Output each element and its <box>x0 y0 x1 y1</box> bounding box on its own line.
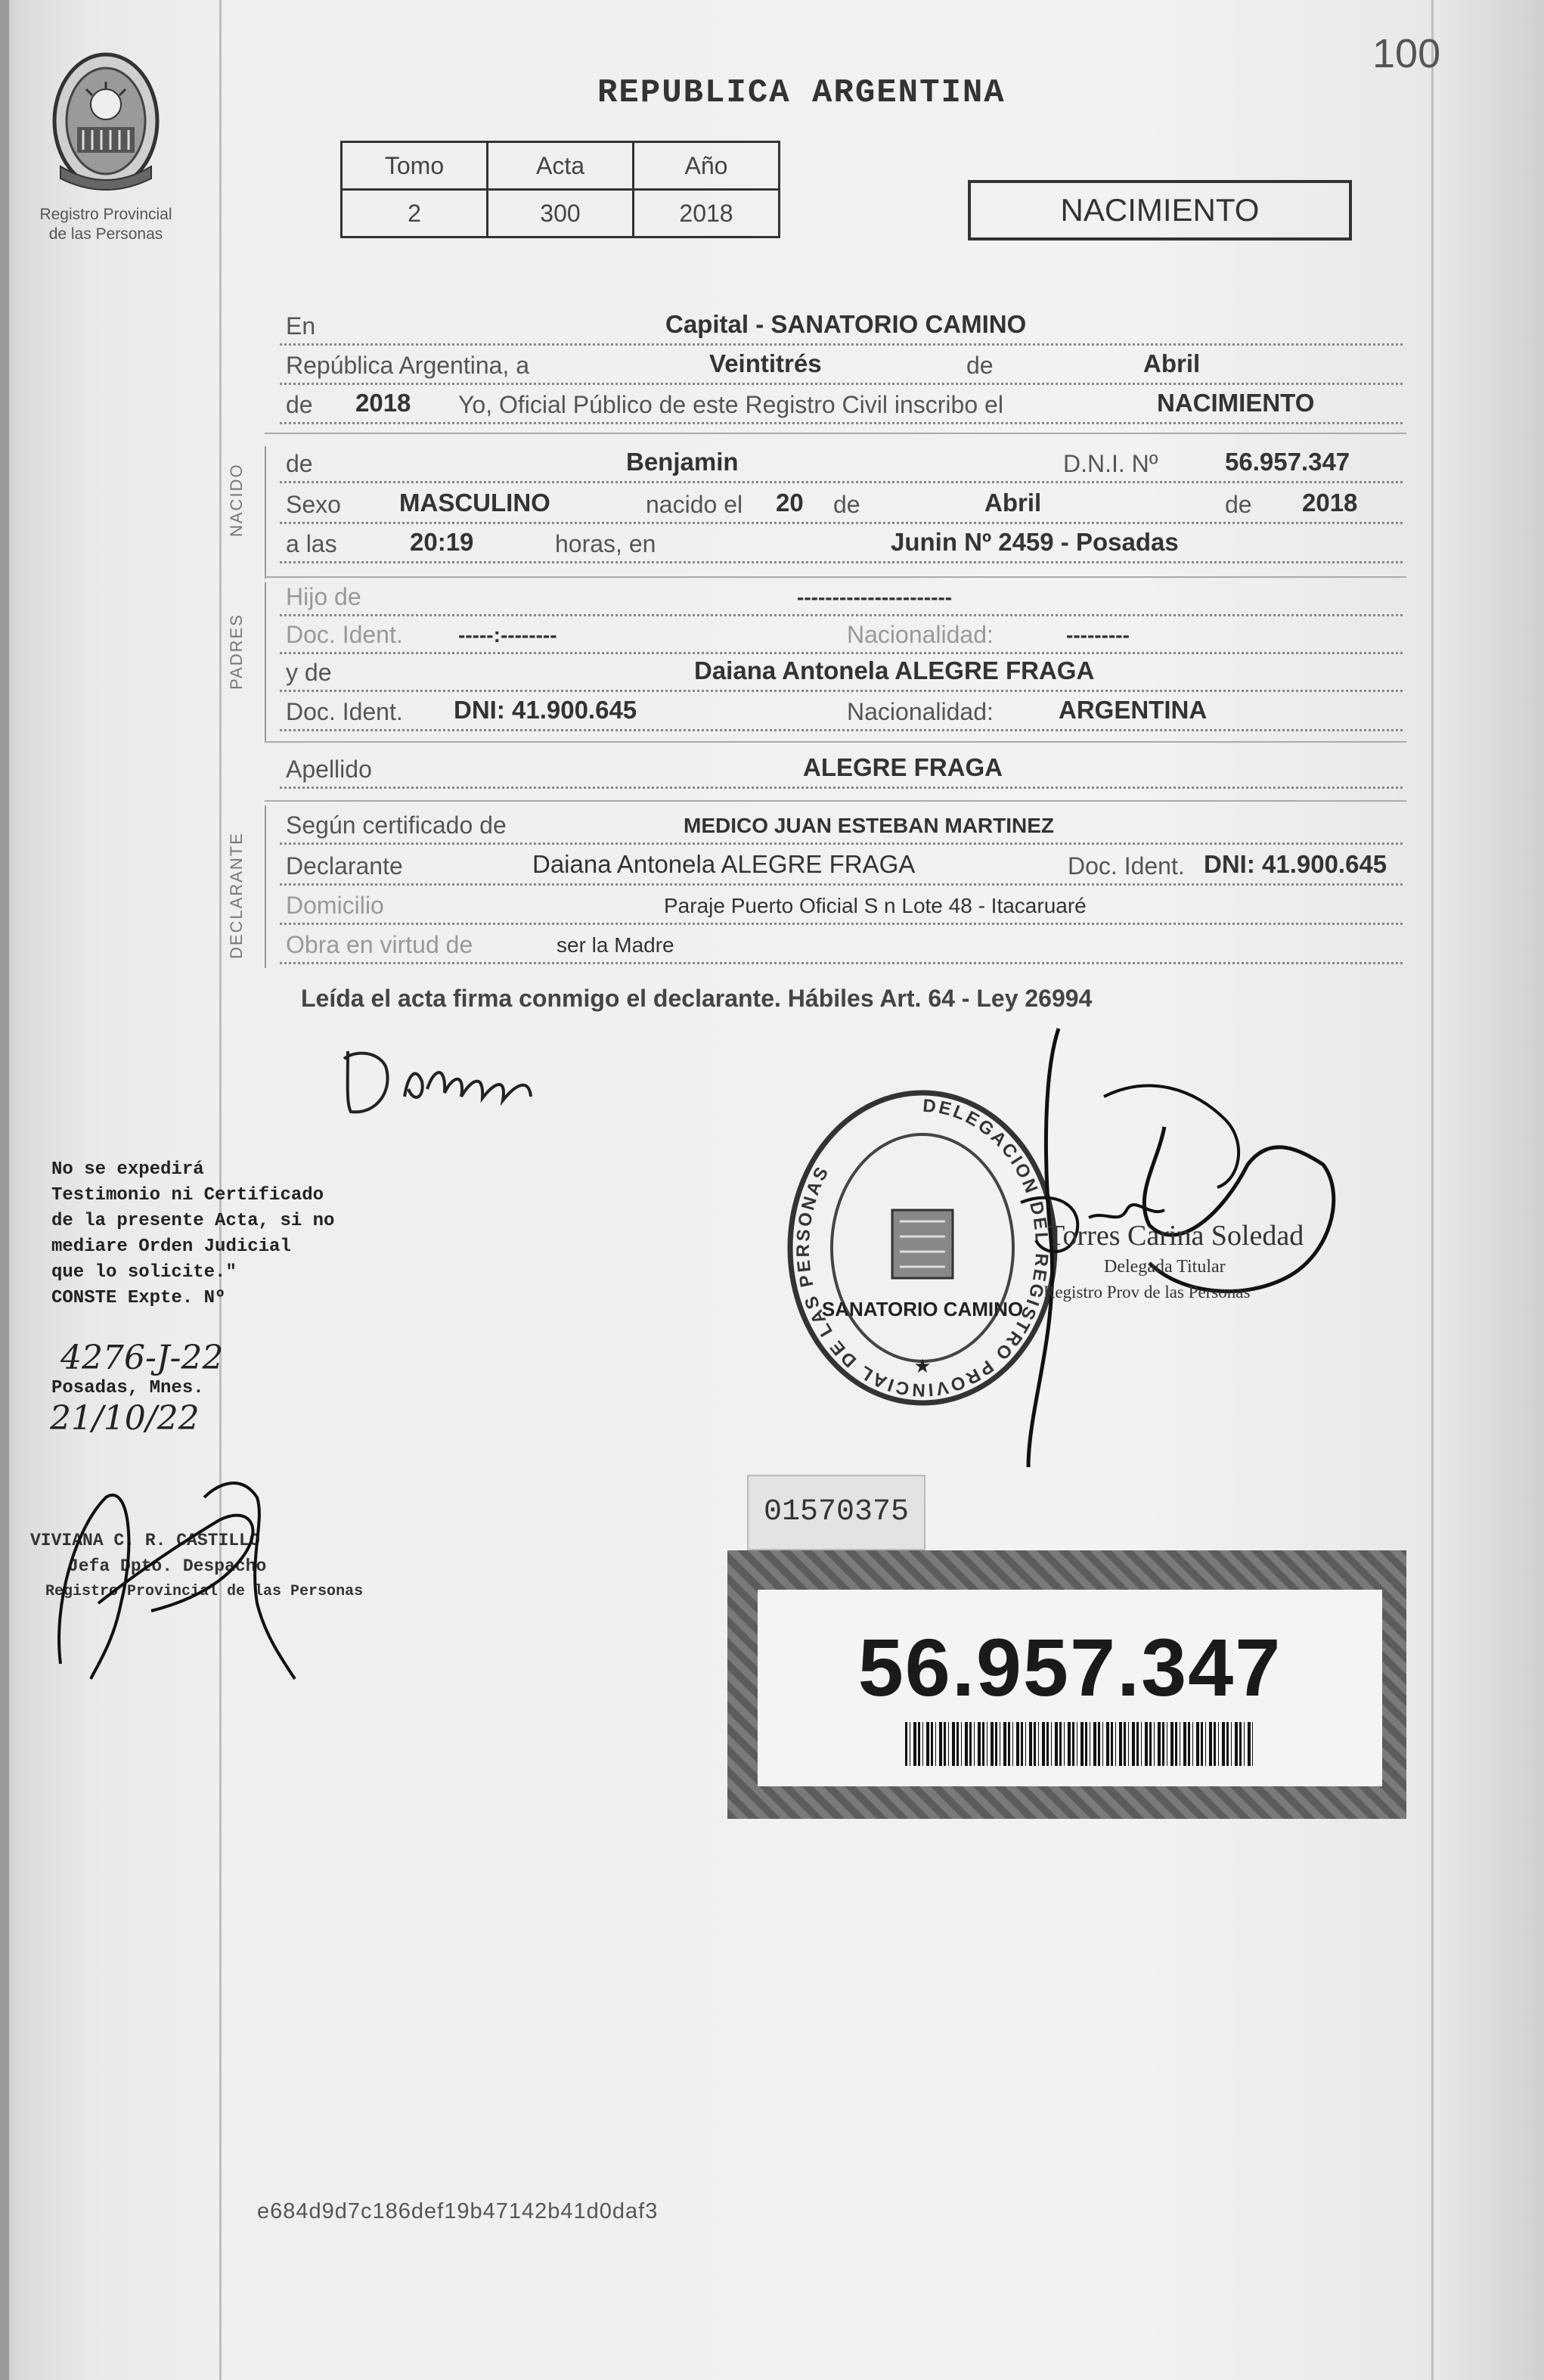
label-doc-ident-declarante: Doc. Ident. <box>1068 852 1185 880</box>
right-margin-rule <box>1431 0 1434 2380</box>
dni-sticker-number: 56.957.347 <box>857 1621 1282 1713</box>
castillo-role: Jefa Dpto. Despacho <box>68 1556 267 1576</box>
value-mes-inscripcion: Abril <box>1143 349 1201 377</box>
value-apellido: ALEGRE FRAGA <box>803 753 1003 781</box>
page-number: 100 <box>1372 31 1441 76</box>
label-republica: República Argentina, a <box>286 352 529 379</box>
field-line-tipo <box>280 389 1403 424</box>
legal-notice-line: mediare Orden Judicial <box>51 1237 291 1257</box>
field-line-padre-doc <box>280 619 1403 654</box>
value-declarante-doc: DNI: 41.900.645 <box>1204 850 1387 878</box>
label-de-mes: de <box>833 491 860 518</box>
separator <box>265 800 1406 802</box>
record-table <box>340 141 780 238</box>
seal-star-icon: ★ <box>913 1355 932 1378</box>
record-table-header: Año <box>634 142 780 190</box>
official-role: Delegada Titular <box>1104 1257 1226 1277</box>
value-lugar-nacimiento: Junin Nº 2459 - Posadas <box>891 528 1179 556</box>
field-line-sexo <box>280 489 1403 524</box>
castillo-signature <box>30 1452 302 1694</box>
field-line-madre-doc <box>280 696 1403 731</box>
logo-caption-line1: Registro Provincial <box>39 206 172 223</box>
value-anio-inscripcion: 2018 <box>355 389 411 417</box>
label-horas-en: horas, en <box>555 530 656 557</box>
value-lugar: Capital - SANATORIO CAMINO <box>665 310 1027 338</box>
label-en: En <box>286 312 316 340</box>
label-a-las: a las <box>286 530 337 557</box>
section-label-padres: PADRES <box>227 613 246 690</box>
expte-number: 4276-J-22 <box>60 1339 224 1377</box>
separator <box>265 741 1406 743</box>
value-dia-nacimiento: 20 <box>776 489 804 517</box>
value-padre-nacionalidad: --------- <box>1066 623 1130 647</box>
value-certificado: MEDICO JUAN ESTEBAN MARTINEZ <box>684 814 1055 837</box>
value-madre-nacionalidad: ARGENTINA <box>1059 696 1208 724</box>
label-de-nombre: de <box>286 450 313 477</box>
record-table-header-row <box>342 142 780 190</box>
field-line-certificado <box>280 809 1403 845</box>
value-anio-nacimiento: 2018 <box>1302 489 1358 517</box>
legal-notice-line: que lo solicite." <box>51 1262 237 1283</box>
value-hora: 20:19 <box>410 528 474 556</box>
label-nacido-el: nacido el <box>646 491 743 518</box>
value-domicilio: Paraje Puerto Oficial S n Lote 48 - Itacaruaré <box>664 894 1087 917</box>
legal-notice-line: CONSTE Expte. Nº <box>51 1288 226 1308</box>
field-line-fecha-inscripcion <box>280 349 1403 385</box>
label-hijo-de: Hijo de <box>286 583 361 610</box>
legal-notice-date: 21/10/22 <box>50 1399 200 1438</box>
field-line-declarante <box>280 850 1403 886</box>
legal-notice-line: de la presente Acta, si no <box>51 1211 335 1231</box>
field-line-apellido <box>280 753 1403 789</box>
label-nacionalidad-padre: Nacionalidad: <box>847 621 994 648</box>
dni-sticker-inner <box>758 1590 1382 1786</box>
label-nacionalidad-madre: Nacionalidad: <box>847 698 994 725</box>
logo-caption <box>30 205 181 244</box>
separator <box>265 433 1406 434</box>
section-divider-nacido <box>265 446 266 579</box>
value-madre: Daiana Antonela ALEGRE FRAGA <box>694 656 1095 684</box>
value-dni: 56.957.347 <box>1225 448 1350 476</box>
section-label-nacido: NACIDO <box>227 463 246 537</box>
section-label-declarante: DECLARANTE <box>227 832 246 959</box>
label-de: de <box>966 352 994 379</box>
closing-statement: Leída el acta firma conmigo el declarante. Hábiles Art. 64 - Ley 26994 <box>301 985 1093 1012</box>
value-padre-doc: -----:-------- <box>458 623 557 647</box>
section-divider-declarante <box>265 805 266 968</box>
label-declarante: Declarante <box>286 852 403 880</box>
record-table-cell: 300 <box>488 190 634 237</box>
castillo-office: Registro Provincial de las Personas <box>45 1583 364 1600</box>
separator <box>265 576 1406 578</box>
label-y-de: y de <box>286 659 332 686</box>
record-table-value-row <box>342 190 780 237</box>
record-table-header: Acta <box>488 142 634 190</box>
field-line-padre <box>280 581 1403 616</box>
value-nombre: Benjamin <box>626 448 739 476</box>
value-mes-nacimiento: Abril <box>984 489 1042 517</box>
binding-edge <box>0 0 9 2380</box>
label-sexo: Sexo <box>286 491 341 518</box>
value-tipo: NACIMIENTO <box>1157 389 1315 417</box>
section-divider-padres <box>265 582 266 741</box>
record-table-cell: 2018 <box>634 190 780 237</box>
official-name: Torres Carina Soledad <box>1047 1220 1304 1252</box>
field-line-hora <box>280 528 1403 563</box>
label-obra-en-virtud: Obra en virtud de <box>286 931 473 958</box>
castillo-name: VIVIANA C. R. CASTILLO <box>30 1531 260 1550</box>
label-apellido: Apellido <box>286 756 372 783</box>
value-declarante: Daiana Antonela ALEGRE FRAGA <box>532 850 916 878</box>
label-de-anio: de <box>1225 491 1252 518</box>
official-office: Registro Prov de las Personas <box>1043 1283 1251 1302</box>
serial-number-label: 01570375 <box>747 1475 925 1550</box>
document-title: REPUBLICA ARGENTINA <box>597 74 1006 112</box>
declarant-signature <box>333 1036 552 1127</box>
field-line-nombre <box>280 448 1403 483</box>
label-domicilio: Domicilio <box>286 892 384 919</box>
value-sexo: MASCULINO <box>399 489 550 517</box>
label-doc-ident-padre: Doc. Ident. <box>286 621 403 648</box>
field-line-madre <box>280 656 1403 692</box>
legal-notice-line: No se expedirá <box>51 1159 204 1180</box>
field-line-en <box>280 310 1403 346</box>
legal-notice-place: Posadas, Mnes. <box>51 1378 204 1398</box>
province-logo <box>30 45 181 265</box>
dni-sticker <box>727 1550 1406 1819</box>
legal-notice-stamp <box>51 1157 339 1311</box>
value-virtud: ser la Madre <box>557 933 674 957</box>
seal-ring-text: DELEGACION DEL REGISTRO PROVINCIAL DE LAS PERSONAS <box>792 1095 1053 1401</box>
record-table-cell: 2 <box>342 190 488 237</box>
label-segun-certificado: Según certificado de <box>286 811 507 839</box>
seal-center-text: SANATORIO CAMINO <box>821 1298 1024 1320</box>
label-doc-ident-madre: Doc. Ident. <box>286 698 403 725</box>
logo-caption-line2: de las Personas <box>48 225 163 243</box>
record-table-header: Tomo <box>342 142 488 190</box>
record-type-box: NACIMIENTO <box>968 180 1352 240</box>
field-line-domicilio <box>280 889 1403 925</box>
label-yo-oficial: Yo, Oficial Público de este Registro Civil inscribo el <box>458 391 1003 418</box>
document-hash: e684d9d7c186def19b47142b41d0daf3 <box>257 2199 659 2223</box>
legal-notice-line: Testimonio ni Certificado <box>51 1185 324 1206</box>
barcode-icon <box>905 1722 1253 1766</box>
value-madre-doc: DNI: 41.900.645 <box>454 696 637 724</box>
label-dni: D.N.I. Nº <box>1063 450 1158 477</box>
misiones-emblem-icon <box>45 45 166 197</box>
label-de-year: de <box>286 391 313 418</box>
field-line-virtud <box>280 929 1403 964</box>
value-dia-inscripcion: Veintitrés <box>709 349 822 377</box>
value-padre: ---------------------- <box>797 585 953 609</box>
